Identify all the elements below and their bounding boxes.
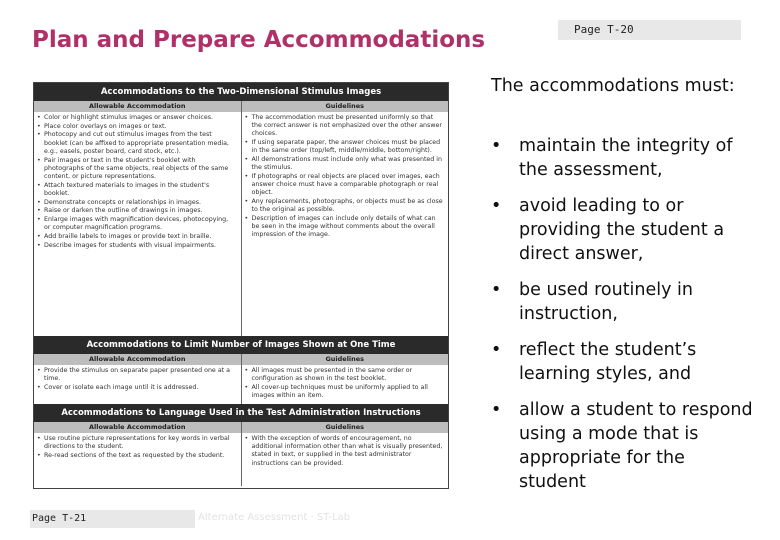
list-item: • Attach textured materials to images in the student's booklet.	[44, 182, 237, 198]
list-item: • All images must be presented in the same order or configuration as shown in the test booklet.	[252, 367, 445, 383]
section-heading: Accommodations to Language Used in the Test Administration Instructions	[34, 404, 448, 422]
bullet-dot: •	[491, 340, 502, 360]
bullet-text: maintain the integrity of the assessment,	[519, 136, 733, 180]
list-item: • Add braille labels to images or provide text in braille.	[44, 233, 237, 241]
col-allowable-header: Allowable Accommodation	[34, 101, 242, 112]
bullet-dot: •	[491, 400, 502, 420]
col-guidelines-header: Guidelines	[325, 355, 365, 363]
list-item: • Place color overlays on images or text.	[44, 123, 237, 131]
column-headers	[34, 101, 448, 112]
accommodations-table-image	[33, 82, 449, 489]
page-number-bottom: Page T-21	[30, 510, 195, 528]
guidelines-list	[242, 365, 449, 404]
col-allowable-header: Allowable Accommodation	[34, 354, 242, 365]
list-item: • Any replacements, photographs, or objects must be as close to the original as possible.	[252, 198, 445, 214]
bullet-text: be used routinely in instruction,	[519, 280, 694, 324]
section-heading: Accommodations to the Two-Dimensional Stimulus Images	[34, 83, 448, 101]
table-row	[34, 433, 448, 486]
allowable-list	[34, 433, 242, 486]
intro-text: The accommodations must:	[491, 76, 735, 96]
guidelines-list	[242, 112, 449, 336]
list-item: • Raise or darken the outline of drawings in images.	[44, 207, 237, 215]
list-item: • Photocopy and cut out stimulus images from the test booklet (can be affixed to appropriate presentation media, e.g., easels, poster board, card stock, etc.).	[44, 131, 237, 156]
footer-note: Alternate Assessment · ST-Lab	[198, 512, 351, 523]
col-allowable-header: Allowable Accommodation	[34, 422, 242, 433]
table-section-language	[34, 404, 448, 486]
table-section-two-dimensional	[34, 83, 448, 336]
column-headers	[34, 422, 448, 433]
list-item: • Demonstrate concepts or relationships in images.	[44, 199, 237, 207]
list-item: • If using separate paper, the answer choices must be placed in the same order (top/left, middle/middle, bottom/right).	[252, 139, 445, 155]
list-item: • Provide the stimulus on separate paper presented one at a time.	[44, 367, 237, 383]
bullet-dot: •	[491, 136, 502, 156]
page-number-top: Page T-20	[558, 20, 741, 40]
allowable-list	[34, 112, 242, 336]
list-item: • Color or highlight stimulus images or answer choices.	[44, 114, 237, 122]
table-row	[34, 365, 448, 404]
bullet-dot: •	[491, 196, 502, 216]
bullet-dot: •	[491, 280, 502, 300]
list-item: • Pair images or text in the student's booklet with photographs of the same objects, real objects of the same content, or picture representations.	[44, 157, 237, 182]
bullet-text: reflect the student’s learning styles, and	[519, 340, 697, 384]
bullet-text: avoid leading to or providing the student a direct answer,	[519, 196, 725, 264]
list-item: • With the exception of words of encouragement, no additional information other than what is visually presented, stated in text, or supplied in the test administrator instructions can be provided.	[252, 435, 445, 468]
table-section-limit-images	[34, 336, 448, 404]
list-item: • Enlarge images with magnification devices, photocopying, or computer magnification programs.	[44, 216, 237, 232]
column-headers	[34, 354, 448, 365]
col-guidelines-header: Guidelines	[325, 102, 365, 110]
allowable-list	[34, 365, 242, 404]
col-guidelines-header: Guidelines	[325, 423, 365, 431]
list-item: • All demonstrations must include only what was presented in the stimulus.	[252, 156, 445, 172]
list-item: • If photographs or real objects are placed over images, each answer choice must have a comparable photograph or real object.	[252, 173, 445, 198]
bullet-text: allow a student to respond using a mode that is appropriate for the student	[519, 400, 753, 492]
section-heading: Accommodations to Limit Number of Images Shown at One Time	[34, 336, 448, 354]
guidelines-list	[242, 433, 449, 486]
list-item: • Use routine picture representations for key words in verbal directions to the student.	[44, 435, 237, 451]
list-item: • All cover-up techniques must be uniformly applied to all images within an item.	[252, 384, 445, 400]
list-item: • Re-read sections of the text as requested by the student.	[44, 452, 237, 460]
list-item: • Describe images for students with visual impairments.	[44, 242, 237, 250]
table-row	[34, 112, 448, 336]
list-item: • The accommodation must be presented uniformly so that the correct answer is not emphasized over the other answer choices.	[252, 114, 445, 139]
page-title: Plan and Prepare Accommodations	[32, 27, 486, 53]
list-item: • Description of images can include only details of what can be seen in the image without comments about the overall impression of the image.	[252, 215, 445, 240]
list-item: • Cover or isolate each image until it is addressed.	[44, 384, 237, 392]
